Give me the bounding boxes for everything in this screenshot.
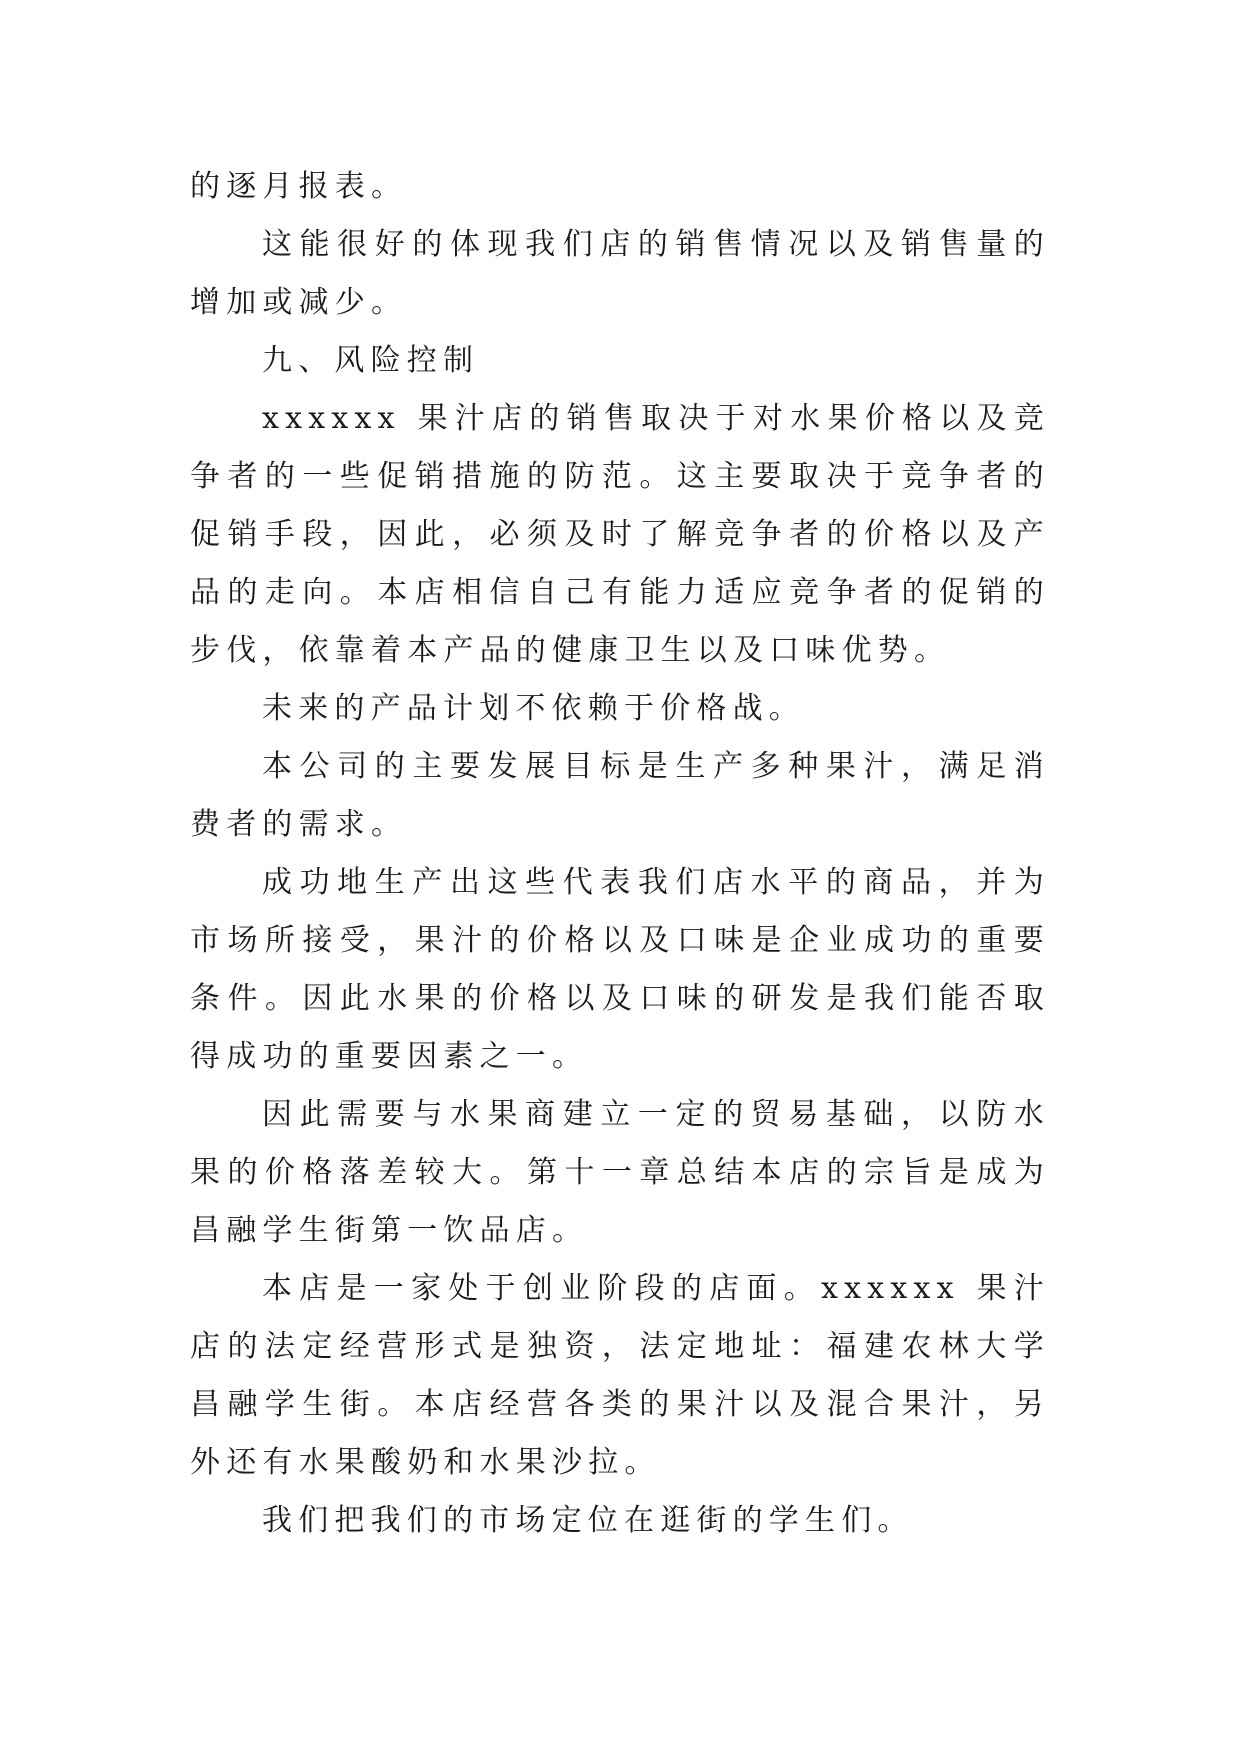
paragraph: xxxxxx 果汁店的销售取决于对水果价格以及竞争者的一些促销措施的防范。这主要取决于竞争者的促销手段，因此，必须及时了解竞争者的价格以及产品的走向。本店相信自己有能力适应竞争者的促销的步伐，依靠着本产品的健康卫生以及口味优势。 (190, 401, 1050, 668)
paragraph-continuation: 的逐月报表。 (190, 169, 408, 204)
section-heading: 九、风险控制 (262, 343, 480, 378)
paragraph: 成功地生产出这些代表我们店水平的商品，并为市场所接受，果汁的价格以及口味是企业成功的重要条件。因此水果的价格以及口味的研发是我们能否取得成功的重要因素之一。 (190, 865, 1050, 1074)
paragraph: 未来的产品计划不依赖于价格战。 (262, 691, 805, 726)
paragraph: 这能很好的体现我们店的销售情况以及销售量的增加或减少。 (190, 227, 1050, 320)
paragraph: 因此需要与水果商建立一定的贸易基础，以防水果的价格落差较大。第十一章总结本店的宗旨是成为昌融学生街第一饮品店。 (190, 1097, 1050, 1248)
paragraph: 本公司的主要发展目标是生产多种果汁，满足消费者的需求。 (190, 749, 1050, 842)
paragraph: 我们把我们的市场定位在逛街的学生们。 (262, 1503, 914, 1538)
paragraph: 本店是一家处于创业阶段的店面。xxxxxx 果汁店的法定经营形式是独资，法定地址：福建农林大学昌融学生街。本店经营各类的果汁以及混合果汁，另外还有水果酸奶和水果沙拉。 (190, 1271, 1050, 1480)
document-body (190, 158, 1050, 1550)
